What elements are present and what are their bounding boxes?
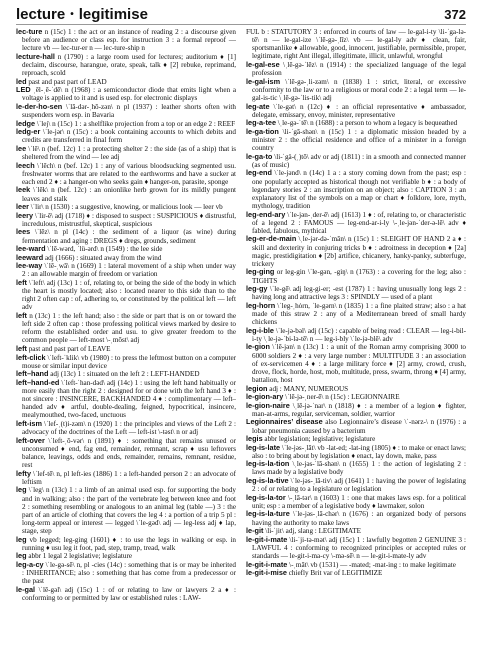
entry-definition: \ˈle-gə-sē\ n, pl -cies (14c) : something that is or may be inherited : INHERITANCE; also : something that has come from a predecessor or the past <box>22 560 236 586</box>
entry-definition: \ˈle-jə-bəl\ adj (15c) : capable of being read : CLEAR — leg-i-bil-i-ty \ˌle-jə-ˈbi-lə-tē\ n — leg-i-bly \ˈle-jə-blē\ adv <box>252 326 466 343</box>
entry-headword: leg <box>16 551 27 561</box>
dictionary-entry <box>16 86 236 102</box>
dictionary-entry <box>16 245 236 253</box>
entry-definition: adj : MANY, NUMEROUS <box>267 384 349 393</box>
dictionary-entry <box>16 561 236 585</box>
entry-definition: chiefly Brit var of LEGITIMIZE <box>286 569 383 578</box>
entry-definition: \ˈle-jər\ n (15c) : a book containing accounts to which debits and credits are transferred in final form <box>22 128 236 145</box>
entry-headword: left–hand-ed <box>16 377 60 387</box>
dictionary-entry <box>16 437 236 470</box>
entry-headword: leg-i-ble <box>246 325 274 335</box>
page-number: 372 <box>444 7 466 22</box>
entry-headword: le-gal <box>16 584 36 594</box>
dictionary-entry <box>16 354 236 370</box>
entry-headword: leery <box>16 210 34 220</box>
entry-headword: le-gion <box>246 342 270 352</box>
entry-definition: \ˌlē-gə-ˈlēz\ n (1914) : the specialized language of the legal profession <box>252 61 466 78</box>
dictionary-entry <box>16 145 236 161</box>
entry-headword: leg-a-cy <box>16 559 44 569</box>
entry-definition: \ˈlēz\ n pl (14c) : the sediment of a liquor (as wine) during fermentation and aging : DREGS ♦ dregs, grounds, sediment <box>22 228 236 245</box>
entry-definition: FUL b : STATUTORY 3 : enforced in courts of law — le-gal-i-ty \li-ˈga-lə-tē\ n — le-gal-ize \ˈlē-gə-ˌlīz\ vb — le-gal-ly adv ♦ clean, fair, sportsmanlike ♦ allowable, good, innocent, justifiable, permissible, proper, legitimate, right Ant illegal, illegitimate, illicit, unlawful, wrongful <box>246 28 466 61</box>
entry-headword: leg-gy <box>246 284 268 294</box>
entry-headword: le-git <box>246 526 264 536</box>
entry-definition: \-ˌmāt\ vb (1531) — -mated; -mat-ing : to make legitimate <box>287 560 456 569</box>
entry-definition: \ˈleg\ n (13c) 1 : a limb of an animal used esp. for supporting the body and in walking; also : the part of the vertebrate leg between knee and foot 2 : something resembling or analogous to an animal leg (table —) 3 : the part of an article of clothing that covers the leg 4 : a portion of a trip 5 pl : long-term appeal or interest — legged \ˈle-gəd\ adj — leg-less adj ♦ lap, stage, step <box>22 486 236 536</box>
dictionary-entry <box>16 552 236 560</box>
entry-columns <box>16 28 466 640</box>
dictionary-entry <box>16 128 236 144</box>
entry-headword: lee-ward <box>16 244 46 254</box>
guide-word-last: legitimise <box>78 6 148 23</box>
entry-definition: \li-ˈgā-shən\ n (15c) 1 : a diplomatic mission headed by a minister 2 : the official residence and office of a minister in a foreign country <box>252 127 466 153</box>
dictionary-entry <box>16 203 236 211</box>
entry-headword: Legionnaires’ disease <box>246 417 323 427</box>
entry-definition: past and past part of LEAD <box>26 77 107 86</box>
entry-definition: \ˈleg-ˌhȯrn, ˈle-gərn\ n (1835) 1 : a fine plaited straw; also : a hat made of this straw 2 : any of a Mediterranean breed of small hardy chickens <box>252 301 466 327</box>
entry-headword: le-gal-ese <box>246 60 280 70</box>
entry-definition: \ˈlē\ n (bef. 12c) 1 : a protecting shelter 2 : the side (as of a ship) that is sheltered from the wind — lee adj <box>22 144 236 162</box>
entry-headword: lee <box>16 143 27 153</box>
entry-headword: left <box>16 343 27 353</box>
entry-headword: leg-a-tee <box>246 118 277 128</box>
entry-headword: legion <box>246 383 268 393</box>
entry-definition: \li-ˈjit\ adj, slang : LEGITIMATE <box>263 527 362 536</box>
entry-headword: leg <box>16 534 27 544</box>
dictionary-entry <box>16 103 236 119</box>
entry-definition: \ˈlej\ n (15c) 1 : a shelflike projection from a top or an edge 2 : REEF <box>35 119 236 128</box>
entry-definition: \-ˌlā-tər\ n (1603) 1 : one that makes laws esp. for a political unit; esp : a member of a legislative body ♦ lawmaker, solon <box>252 493 466 510</box>
entry-definition: \ˈle-gē\ adj leg-gi-er; -est (1787) 1 : having unusually long legs 2 : having long and attractive legs 3 : SPINDLY — used of a plant <box>252 285 466 302</box>
entry-definition: \ˈlir\ n (1530) : a suggestive, knowing, or malicious look — leer vb <box>28 203 223 212</box>
dictionary-entry <box>246 61 466 77</box>
entry-definition: \ˈle-jəs-ˌlā-tiv\ adj (1641) 1 : having the power of legislating 2 : of or relating to a legislature or legislation <box>252 477 466 494</box>
dictionary-entry <box>246 302 466 326</box>
guide-word-first: lecture <box>16 6 66 23</box>
entry-definition: \ˈlē-gə-ˌli-zəm\ n (1838) 1 : strict, literal, or excessive conformity to the law or to a religious or moral code 2 : a legal term — le-gal-is-tic \ˌlē-gə-ˈlis-tik\ adj <box>252 77 466 103</box>
entry-headword: leg-ate <box>246 101 270 111</box>
entry-headword: le-gal-ism <box>246 76 281 86</box>
entry-definition: \ˌle-jəs-ˈlā-shən\ n (1655) 1 : the action of legislating 2 : laws made by a legislative body <box>252 460 466 477</box>
entry-headword: legis <box>246 434 263 444</box>
dictionary-entry <box>16 486 236 535</box>
entry-headword: lee-way <box>16 261 43 271</box>
entry-definition: adj (13c) 1 : situated on the left 2 : LEFT-HANDED <box>48 370 200 379</box>
entry-definition: n (13c) 1 : the left hand; also : the side or part that is on or toward the left side 2 often cap : those professing political views marked by desire to reform the established order and usu. to give greater freedom to the common people — left-most \-ˌmōst\ adj <box>22 311 236 345</box>
entry-definition: adj (1666) : situated away from the wind <box>43 253 162 262</box>
entry-definition: \ˈlēk\ n (bef. 12c) : an onionlike herb grown for its mildly pungent leaves and stalk <box>22 186 236 203</box>
entry-headword: left-ism <box>16 418 42 428</box>
entry-headword: le-git-i-mate <box>246 534 288 544</box>
entry-definition: \ˈleft-ˌō-vər\ n (1891) ♦ : something that remains unused or unconsumed ♦ end, fag end, remainder, remnant, scrap ♦ usu leftovers balance, leavings, odds and ends, remainder, remains, remnant, residue, rest <box>22 436 236 470</box>
entry-definition: \ˈlē-ˌwā\ n (1669) 1 : lateral movement of a ship when under way 2 : an allowable margin of freedom or variation <box>22 262 236 279</box>
dictionary-entry <box>246 235 466 268</box>
entry-definition: \ˈlef-tē\ n, pl left-ies (1886) 1 : a left-handed person 2 : an advocate of leftism <box>22 469 236 486</box>
dictionary-entry <box>246 327 466 343</box>
dictionary-entry <box>246 28 466 61</box>
guide-words <box>16 6 148 23</box>
dictionary-entry <box>16 228 236 244</box>
entry-definition: \li-ˈji-tə-mət\ adj (15c) 1 : lawfully begotten 2 GENUINE 3 : LAWFUL 4 : conforming to recognized principles or accepted rules or standards — le-git-i-ma-cy \-mə-sē\ n — le-git-i-mate-ly adv <box>252 535 466 560</box>
entry-headword: leg-is-la-ture <box>246 509 290 519</box>
dictionary-entry <box>16 162 236 186</box>
dictionary-entry <box>246 569 466 577</box>
entry-headword: leech <box>16 160 35 170</box>
dictionary-entry <box>246 418 466 434</box>
dictionary-entry <box>246 268 466 284</box>
entry-definition: \ˈlef-ˌ(t)i-zəm\ n (1920) 1 : the principles and views of the Left 2 : advocacy of the doctrines of the Left — left-ist \-təst\ n or adj <box>22 419 236 437</box>
entry-definition: n (15c) 1 : the act or an instance of reading 2 : a discourse given before an audience or class esp. for instruction 3 : a formal reproof — lecture vb — lec-tur-er n — lec-ture-ship n <box>22 28 236 53</box>
entry-definition: \ˈlēch\ n (bef. 12c) 1 : any of various bloodsucking segmented usu. freshwater worms that are related to the earthworms and have a sucker at each end 2 ♦ : a hanger-on who seeks gain ♦ hanger-on, parasite, sponge <box>22 161 236 186</box>
entry-definition: \ˈle-jənd\ n (14c) 1 a : a story coming down from the past; esp : one popularly accepted as historical though not verifiable b ♦ : a body of legendary stories 2 : an inscription on an object; also : CAPTION 3 : an explanatory list of the symbols on a map or chart ♦ folklore, lore, myth, mythology, tradition <box>252 169 466 211</box>
entry-definition: \ˈle-jən-ˌder-ē\ adj (1613) 1 ♦ : of, relating to, or characteristic of a legend 2 : FAMOUS — leg-end-ar-i-ly \-ˌle-jən-ˈder-ə-lē\ adv ♦ fabled, fabulous, mythical <box>252 210 466 235</box>
entry-definition: \ˈle-jəs-ˌlāt\ vb -lat-ed; -lat-ing (1805) ♦ : to make or enact laws; also : to bring about by legislation ♦ enact, lay down, make, pass <box>252 443 466 460</box>
entry-headword: le-der-ho-sen <box>16 101 63 111</box>
dictionary-entry <box>16 120 236 128</box>
dictionary-entry <box>16 212 236 228</box>
entry-headword: led <box>16 76 27 86</box>
entry-definition: or leg-gin \ˈle-gən, -giŋ\ n (1763) : a covering for the leg; also : TIGHTS <box>252 268 466 285</box>
dictionary-entry <box>16 279 236 312</box>
dictionary-entry <box>16 379 236 420</box>
entry-headword: leg-end-ary <box>246 209 286 219</box>
entry-headword: leg-is-la-tion <box>246 459 290 469</box>
entry-headword: leeward <box>16 252 44 262</box>
dictionary-entry <box>246 343 466 384</box>
dictionary-entry <box>246 119 466 127</box>
page-header <box>16 6 466 25</box>
entry-headword: leek <box>16 185 31 195</box>
dictionary-entry <box>246 510 466 526</box>
entry-headword: le-ga-tion <box>246 126 279 136</box>
dictionary-entry <box>16 262 236 278</box>
entry-definition: \ˈlē-jə-ˌner-ē\ n (15c) : LEGIONNAIRE <box>283 393 400 402</box>
dictionary-entry <box>246 211 466 235</box>
entry-definition: \ˈlē-wərd, ˈlü-ərd\ n (1549) : the lee side <box>45 245 163 254</box>
entry-headword: leg <box>16 485 27 495</box>
dictionary-entry <box>16 312 236 345</box>
entry-headword: left–hand <box>16 369 49 379</box>
dictionary-entry <box>16 78 236 86</box>
entry-definition: \ˌlē-jə-ˈnar\ n (1818) ♦ : a member of a legion ♦ fighter, man-at-arms, regular, serviceman, soldier, warrior <box>252 401 466 418</box>
dictionary-entry <box>16 254 236 262</box>
entry-definition: abbr 1 legal 2 legislative; legislature <box>26 552 133 561</box>
entry-headword: left-click <box>16 352 46 362</box>
dictionary-entry <box>16 186 236 202</box>
entry-headword: le-gion-naire <box>246 400 290 410</box>
entry-definition: ˌēl-ˌē-ˈdē\ n (1968) : a semiconductor diode that emits light when a voltage is applied to it and is used esp. for electronic displays <box>22 86 236 103</box>
entry-definition: \li-ˈgä-(ˌ)tō\ adv or adj (1811) : in a smooth and connected manner (as of music) <box>252 152 466 169</box>
dictionary-entry <box>16 420 236 436</box>
entry-definition: \ˈle-gət\ n (12c) ♦ : an official representative ♦ ambassador, delegate, emissary, envoy, minister, representative <box>252 102 466 119</box>
entry-headword: lecture-hall <box>16 51 55 61</box>
entry-definition: \ˈle-jəs-ˌlā-chər\ n (1676) : an organized body of persons having the authority to make laws <box>252 510 466 527</box>
entry-definition: vb legged; leg-ging (1601) ♦ : to use the legs in walking or esp. in running ♦ usu leg it foot, pad, step, tramp, tread, walk <box>22 535 236 552</box>
entry-headword: leer <box>16 202 29 212</box>
dictionary-entry <box>16 536 236 552</box>
entry-definition: also Legionnaire’s disease \ˈ-nərz-\ n (1976) : a lobar pneumonia caused by a bacterium <box>252 418 466 435</box>
entry-headword: leg-ging <box>246 267 275 277</box>
entry-definition: \ˈleft-ˈklik\ vb (1980) : to press the leftmost button on a computer mouse or similar input device <box>22 353 236 370</box>
dictionary-entry <box>246 153 466 169</box>
entry-definition: \ˈlē-gəl\ adj (15c) 1 : of or relating to law or lawyers 2 a ♦ : conforming to or permitted by law or established rules : LAW- <box>22 585 236 602</box>
entry-definition: \ˈleft\ adj (13c) 1 : of, relating to, or being the side of the body in which the heart is mostly located; also : located nearer to this side than to the right 2 often cap : of, adhering to, or constituted by the political left — left adv <box>22 278 236 312</box>
entry-headword: leg-is-la-tive <box>246 476 289 486</box>
dictionary-entry <box>246 477 466 493</box>
entry-headword: left <box>16 310 27 320</box>
entry-headword: le-ga-to <box>246 151 273 161</box>
entry-headword: le-git-i-mise <box>246 568 287 578</box>
entry-headword: lees <box>16 227 31 237</box>
entry-headword: ledg-er <box>16 127 41 137</box>
entry-headword: leg-is-late <box>246 442 281 452</box>
entry-headword: leg-is-la-tor <box>246 492 286 502</box>
entry-headword: lec-ture <box>16 28 43 36</box>
entry-headword: LED <box>16 85 31 95</box>
dictionary-entry <box>16 53 236 77</box>
entry-headword: leg-er-de-main <box>246 234 297 244</box>
entry-headword: leg-horn <box>246 300 276 310</box>
entry-headword: left-over <box>16 435 45 445</box>
entry-headword: le-gion-ary <box>246 392 284 402</box>
entry-definition: n (1790) : a large room used for lectures; auditorium ♦ [1] declaim, discourse, harangue, orate, speak, talk ♦ [2] rebuke, reprimand, reproach, scold <box>22 52 236 78</box>
entry-definition: \ˌle-gə-ˈtē\ n (1688) : a person to whom a legacy is bequeathed <box>276 119 458 128</box>
dictionary-entry <box>16 470 236 486</box>
dictionary-entry <box>246 103 466 119</box>
guide-separator: • <box>70 9 74 20</box>
entry-headword: leg-end <box>246 168 272 178</box>
entry-definition: \ˈlē-jən\ n (13c) 1 : a unit of the Roman army comprising 3000 to 6000 soldiers 2 ♦ : a very large number : MULTITUDE 3 : an association of ex-servicemen 4 ♦ : a large military force ♦ [2] army, crowd, crush, drove, flock, horde, host, mob, multitude, press, swarm, throng ♦ [4] army, battalion, host <box>252 343 466 385</box>
dictionary-entry <box>16 345 236 353</box>
entry-headword: le-git-i-mate <box>246 559 288 569</box>
dictionary-entry <box>246 128 466 152</box>
entry-headword: ledge <box>16 118 36 128</box>
dictionary-entry <box>16 28 236 52</box>
dictionary-entry <box>246 402 466 418</box>
entry-definition: abbr legislation; legislative; legislature <box>262 435 376 444</box>
dictionary-entry <box>246 460 466 476</box>
dictionary-entry <box>246 169 466 210</box>
entry-definition: \ˌle-jər-də-ˈmān\ n (15c) 1 : SLEIGHT OF HAND 2 a ♦ : skill and dexterity in conjuring tricks b ♦ : adroitness in deception ♦ [2a] magic, prestidigitation ♦ [2b] artifice, chicanery, hanky-panky, subterfuge, trickery <box>252 235 466 268</box>
dictionary-entry <box>16 586 236 602</box>
entry-headword: lefty <box>16 468 32 478</box>
left-column <box>16 28 236 640</box>
entry-headword: left <box>16 277 27 287</box>
entry-definition: past and past part of LEAVE <box>26 344 111 353</box>
dictionary-entry <box>246 285 466 301</box>
dictionary-entry <box>246 494 466 510</box>
dictionary-entry <box>246 78 466 102</box>
dictionary-entry <box>246 444 466 460</box>
right-column <box>246 28 466 640</box>
dictionary-entry <box>246 536 466 560</box>
entry-definition: \ˈlir-ē\ adj (1718) ♦ : disposed to suspect : SUSPICIOUS ♦ distrustful, incredulous, mistrustful, skeptical, suspicious <box>22 211 236 228</box>
entry-definition: \ˈleft-ˈhan-dəd\ adj (14c) 1 : using the left hand habitually or more easily than the right 2 : designed for or done with the left hand 3 ♦ : not sincere : INSINCERE, BACKHANDED 4 ♦ : complimentary — left–handed adv ♦ artful, double-dealing, feigned, hypocritical, insincere, mealymouthed, two-faced, unctuous <box>22 378 236 420</box>
entry-definition: \ˈlā-dər-ˌhō-zən\ n pl (1937) : leather shorts often with suspenders worn esp. in Bavaria <box>22 102 236 120</box>
